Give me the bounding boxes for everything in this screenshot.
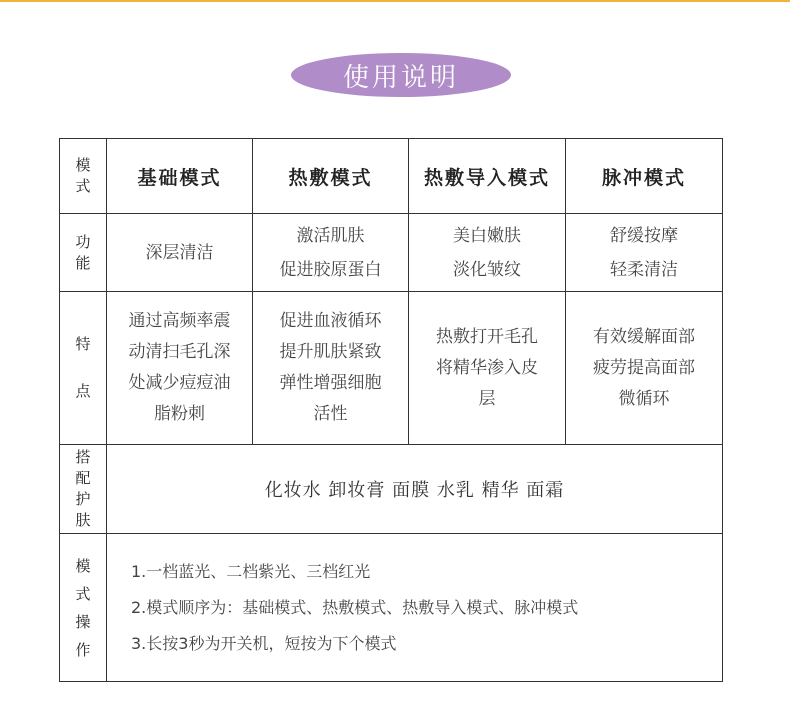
cell-line: 热敷打开毛孔: [436, 326, 538, 347]
row-label-mode: [60, 139, 107, 214]
label-char: 操: [75, 612, 91, 631]
cell-line: 通过高频率震: [128, 311, 231, 331]
cell-line: 微循环: [618, 388, 670, 409]
function-row: [60, 214, 723, 292]
label-char: 作: [75, 640, 91, 659]
cell-line: 弹性增强细胞: [279, 373, 382, 393]
label-char: 肤: [75, 511, 91, 529]
label-char: 式: [75, 584, 91, 603]
function-cell-heat-import: [409, 214, 566, 292]
operation-line-2: 2.模式顺序为：基础模式、热敷模式、热敷导入模式、脉冲模式: [131, 597, 579, 617]
cell-line: 深层清洁: [145, 242, 214, 263]
label-char: 点: [75, 382, 91, 400]
skincare-products: 化妆水 卸妆膏 面膜 水乳 精华 面霜: [107, 445, 723, 534]
cell-line: 有效缓解面部: [593, 326, 695, 347]
cell-line: 处减少痘痘油: [128, 373, 231, 393]
cell-line: 轻柔清洁: [610, 259, 678, 280]
feature-row: [60, 292, 723, 445]
feature-cell-heat-import: [409, 292, 566, 445]
cell-line: 脂粉刺: [154, 404, 205, 424]
cell-line: 促进胶原蛋白: [279, 259, 382, 280]
label-char: 特: [75, 335, 91, 353]
mode-header-heat-import: 热敷导入模式: [409, 139, 566, 214]
label-char: 式: [75, 177, 91, 195]
label-char: 搭: [75, 448, 91, 466]
header-row: [60, 139, 723, 214]
label-char: 能: [75, 253, 91, 272]
feature-cell-basic: [107, 292, 253, 445]
label-char: 护: [75, 490, 91, 508]
cell-line: 活性: [313, 404, 348, 424]
operation-line-1: 1.一档蓝光、二档紫光、三档红光: [131, 561, 371, 581]
mode-header-basic: 基础模式: [107, 139, 253, 214]
cell-line: 将精华渗入皮: [436, 357, 538, 378]
operation-line-3: 3.长按3秒为开关机，短按为下个模式: [131, 633, 397, 653]
row-label-operation: [60, 534, 107, 682]
label-char: 配: [75, 469, 91, 487]
page-title: 使用说明: [342, 62, 459, 93]
cell-line: 层: [478, 388, 496, 409]
feature-cell-pulse: [566, 292, 723, 445]
title-banner: [291, 53, 511, 97]
function-cell-heat: [253, 214, 409, 292]
cell-line: 提升肌肤紧致: [279, 342, 382, 362]
mode-header-pulse: 脉冲模式: [566, 139, 723, 214]
cell-line: 促进血液循环: [279, 311, 382, 331]
operation-row: [60, 534, 723, 682]
cell-line: 淡化皱纹: [453, 259, 521, 280]
instruction-table: [59, 138, 723, 682]
cell-line: 激活肌肤: [296, 225, 365, 246]
row-label-skincare: [60, 445, 107, 534]
feature-cell-heat: [253, 292, 409, 445]
skincare-row: [60, 445, 723, 534]
row-label-feature: [60, 292, 107, 445]
function-cell-pulse: [566, 214, 723, 292]
cell-line: 疲劳提高面部: [593, 357, 695, 378]
label-char: 功: [75, 232, 91, 251]
function-cell-basic: [107, 214, 253, 292]
top-accent-line: [0, 0, 790, 2]
cell-line: 美白嫩肤: [453, 225, 521, 246]
cell-line: 动清扫毛孔深: [128, 342, 231, 362]
operation-instructions: [107, 534, 723, 682]
cell-line: 舒缓按摩: [610, 225, 678, 246]
label-char: 模: [75, 556, 91, 575]
label-char: 模: [75, 156, 91, 174]
mode-header-heat: 热敷模式: [253, 139, 409, 214]
row-label-function: [60, 214, 107, 292]
